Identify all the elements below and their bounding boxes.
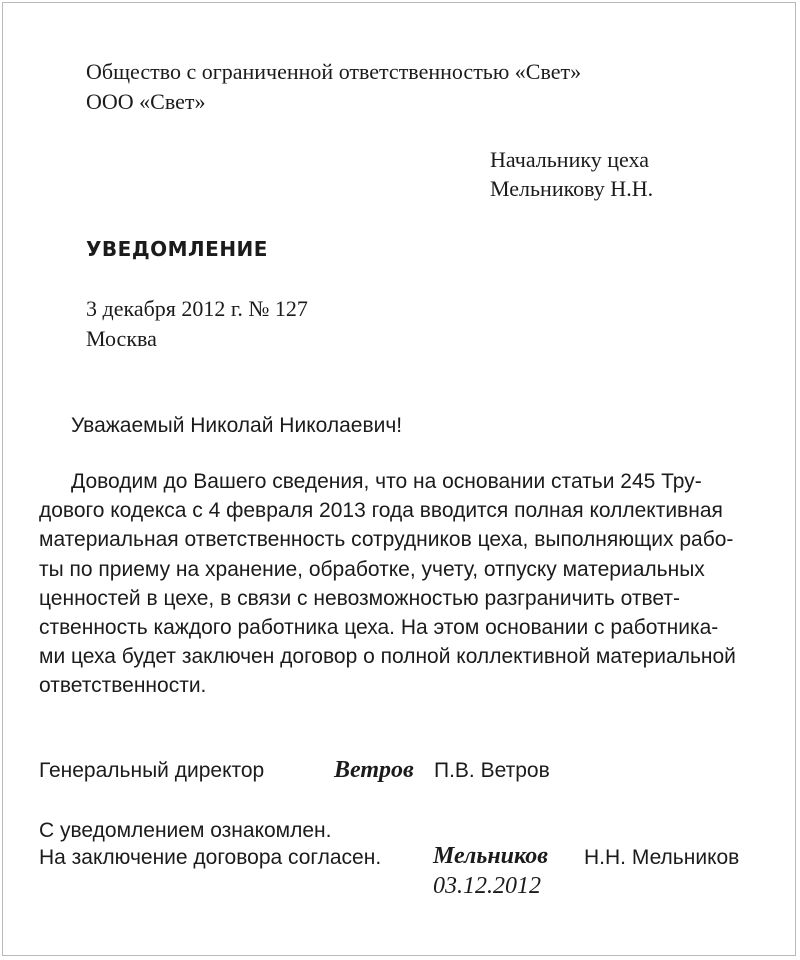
body-line: Доводим до Вашего сведения, что на основании статьи 245 Тру- <box>71 470 702 493</box>
document-page <box>2 2 796 956</box>
employee-name: Н.Н. Мельников <box>584 846 740 869</box>
addressee-name: Мельникову Н.Н. <box>490 176 654 201</box>
body-line: ответственности. <box>39 674 207 697</box>
employee-signature: Мельников <box>433 843 548 869</box>
signer-name: П.В. Ветров <box>434 759 550 782</box>
body-line: ценностей в цехе, в связи с невозможностью разграничить ответ- <box>39 587 681 610</box>
document-date-number: 3 декабря 2012 г. № 127 <box>86 296 308 321</box>
body-line: ми цеха будет заключен договор о полной коллективной материальной <box>39 645 736 668</box>
acknowledgement-date: 03.12.2012 <box>433 873 541 899</box>
organization-full-name: Общество с ограниченной ответственностью «Свет» <box>86 59 582 84</box>
acknowledgement-text: С уведомлением ознакомлен. <box>39 819 332 842</box>
addressee-position: Начальнику цеха <box>490 147 649 172</box>
body-line: ты по приему на хранение, обработке, учету, отпуску материальных <box>39 558 705 581</box>
body-line: материальная ответственность сотрудников цеха, выполняющих рабо- <box>39 528 734 551</box>
salutation: Уважаемый Николай Николаевич! <box>71 414 403 437</box>
signer-position: Генеральный директор <box>39 759 265 782</box>
organization-short-name: ООО «Свет» <box>86 89 206 114</box>
document-city: Москва <box>86 326 157 351</box>
director-signature: Ветров <box>334 757 414 783</box>
document-title: УВЕДОМЛЕНИЕ <box>86 237 268 261</box>
body-line: ственность каждого работника цеха. На этом основании с работника- <box>39 616 719 639</box>
body-line: дового кодекса с 4 февраля 2013 года вводится полная коллективная <box>39 499 723 522</box>
agreement-text: На заключение договора согласен. <box>39 846 382 869</box>
